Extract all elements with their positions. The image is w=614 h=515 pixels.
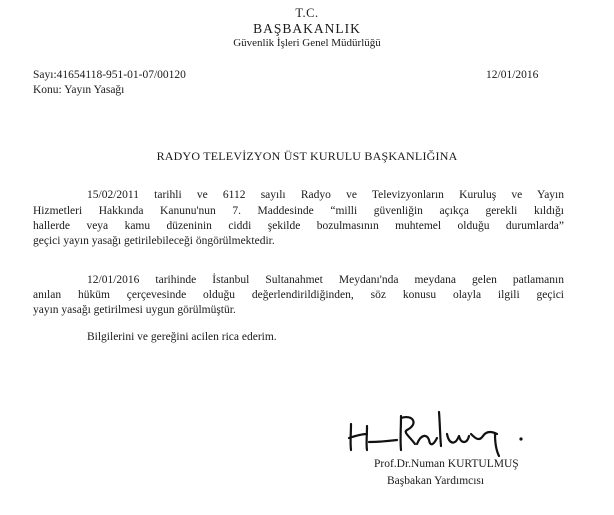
paragraph-line: hallerde veya kamu düzeninin ciddi şekilde bozulmasının muhtemel olduğu durumlarda” — [33, 220, 564, 232]
letterhead-country: T.C. — [295, 6, 319, 20]
paragraph-line: yayın yasağı getirilmesi uygun görülmüştür. — [33, 304, 236, 316]
signatory-name: Prof.Dr.Numan KURTULMUŞ — [374, 458, 519, 470]
letterhead-office: BAŞBAKANLIK — [253, 21, 361, 36]
reference-number: Sayı:41654118-951-01-07/00120 — [33, 69, 186, 81]
letter-date: 12/01/2016 — [486, 69, 539, 81]
signatory-title: Başbakan Yardımcısı — [387, 475, 485, 487]
paragraph-line: Hizmetleri Hakkında Kanunu'nun 7. Maddesinde “milli güvenliğin açıkça gerekli kıldığı — [33, 205, 564, 217]
handwritten-signature — [345, 404, 540, 459]
closing-sentence: Bilgilerini ve gereğini acilen rica ederim. — [87, 331, 277, 343]
letter-subject: Konu: Yayın Yasağı — [33, 84, 125, 96]
paragraph-line: 12/01/2016 tarihinde İstanbul Sultanahmet Meydanı'nda meydana gelen patlamanın — [87, 274, 564, 286]
addressee: RADYO TELEVİZYON ÜST KURULU BAŞKANLIĞINA — [156, 149, 458, 163]
paragraph-line: geçici yayın yasağı getirilebileceği öngörülmektedir. — [33, 235, 275, 247]
paragraph-line: anılan hüküm çerçevesinde olduğu değerlendirildiğinden, söz konusu olayla ilgili geçici — [33, 289, 564, 301]
letterhead-department: Güvenlik İşleri Genel Müdürlüğü — [233, 37, 381, 49]
paragraph-line: 15/02/2011 tarihli ve 6112 sayılı Radyo ve Televizyonların Kuruluş ve Yayın — [87, 189, 564, 201]
